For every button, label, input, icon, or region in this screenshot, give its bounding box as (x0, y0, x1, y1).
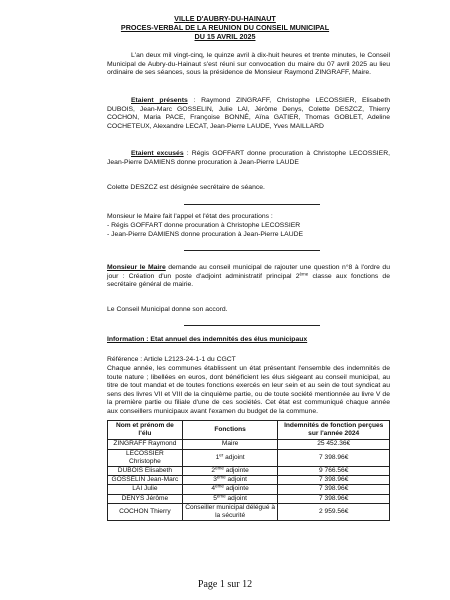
elu-function: Conseiller municipal délégué à la sécurité (182, 503, 278, 520)
secretary-line: Colette DESZCZ est désignée secrétaire de séance. (107, 184, 265, 191)
intro-paragraph: L'an deux mil vingt-cinq, le quinze avril à dix-huit heures et trente minutes, le Conseil Municipal de Aubry-du-Hainaut s'est réuni sur convocation du maire du 07 avril 2025 au lieu ordinaire de ses séances, sous la présidence de Monsieur Raymond ZINGRAFF, Maire. (107, 52, 390, 77)
elu-name: GOSSELIN Jean-Marc (108, 476, 183, 485)
presents-paragraph (107, 97, 390, 131)
header-amount: Indemnités de fonction perçues sur l'année 2024 (278, 421, 390, 440)
question-text-end: classe aux fonctions de secrétaire général de mairie. (107, 272, 390, 289)
reference-line: Référence : Article L2123-24-1-1 du CGCT (107, 356, 236, 363)
superscript: ème (299, 271, 309, 277)
header-function: Fonctions (182, 421, 278, 440)
document-title: PROCES-VERBAL DE LA REUNION DU CONSEIL MUNICIPAL (120, 23, 330, 32)
elu-function: 3ème adjoint (182, 476, 278, 485)
elu-name: LECOSSIER Christophe (108, 449, 183, 466)
excuses-paragraph (107, 150, 390, 167)
elu-name: DENYS Jérôme (108, 494, 183, 503)
information-body: Chaque année, les communes établissent un état présentant l'ensemble des indemnités de toute nature ; libellées en euros, dont bénéficient les élus siégeant au conseil municipal, au titre de tout mandat et de toutes fonctions exercés en leur sein et au sein de tout syndicat au sens des livres VII et VIII de la cinquième partie, ou de toute société mentionnée au livre V de la première partie ou filiale d'une de ces sociétés. Cet état est communiqué chaque année aux conseillers municipaux avant l'examen du budget de la commune. (107, 365, 390, 415)
question-text: demande au conseil municipal de rajouter une question n°8 à l'ordre du jour : Création d'un poste d'adjoint administratif principal 2 (107, 264, 390, 280)
elu-amount: 7 398.96€ (278, 449, 390, 466)
elu-name: COCHON Thierry (108, 503, 183, 520)
question-paragraph (107, 264, 390, 290)
separator-line (184, 250, 320, 251)
table-row (108, 476, 390, 485)
elu-amount: 7 398.96€ (278, 494, 390, 503)
information-heading: Information : Etat annuel des indemnités des élus municipaux (107, 336, 308, 343)
table-row (108, 494, 390, 503)
roll-call-line-3: - Jean-Pierre DAMIENS donne procuration à Jean-Pierre LAUDE (107, 231, 304, 238)
roll-call-line-2: - Régis GOFFART donne procuration à Christophe LECOSSIER (107, 222, 301, 229)
excuses-label: Etaient excusés (131, 150, 184, 157)
agreement-line: Le Conseil Municipal donne son accord. (107, 306, 228, 313)
header-name: Nom et prénom de l'élu (108, 421, 183, 440)
elu-function: 2ème adjointe (182, 467, 278, 476)
town-name: VILLE D'AUBRY-DU-HAINAUT (174, 14, 276, 23)
separator-line (184, 325, 320, 326)
elu-name: DUBOIS Elisabeth (108, 467, 183, 476)
table-row (108, 485, 390, 494)
elu-function: 5ème adjoint (182, 494, 278, 503)
question-label: Monsieur le Maire (107, 264, 166, 271)
elu-function: 4ème adjointe (182, 485, 278, 494)
roll-call-line-1: Monsieur le Maire fait l'appel et l'état des procurations : (107, 213, 273, 220)
table-row (108, 503, 390, 520)
meeting-date: DU 15 AVRIL 2025 (194, 32, 256, 41)
table-header-row (108, 421, 390, 440)
table-row (108, 440, 390, 449)
page-number: Page 1 sur 12 (197, 579, 253, 590)
elu-function: Maire (182, 440, 278, 449)
excuses-list: : Régis GOFFART donne procuration à Christophe LECOSSIER, Jean-Pierre DAMIENS donne procuration à Jean-Pierre LAUDE (107, 150, 390, 166)
elu-name: ZINGRAFF Raymond (108, 440, 183, 449)
presents-label: Etaient présents (131, 97, 188, 104)
elu-function: 1er adjoint (182, 449, 278, 466)
elu-amount: 7 398.96€ (278, 476, 390, 485)
presents-list: : Raymond ZINGRAFF, Christophe LECOSSIER, Elisabeth DUBOIS, Jean-Marc GOSSELIN, Julie LAI, Jérôme Denys, Colette DESZCZ, Thierry COCHON, Maria PACE, Françoise BONNÉ, Aïna GATIER, Thomas GOBLET, Adeline COCHETEUX, Alexandre LECAT, Jean-Pierre LAUDE, Yves MAILLARD (107, 97, 390, 130)
elu-amount: 25 452.36€ (278, 440, 390, 449)
elu-amount: 7 398.96€ (278, 485, 390, 494)
elu-name: LAI Julie (108, 485, 183, 494)
indemnities-table (107, 420, 390, 521)
table-row (108, 449, 390, 466)
elu-amount: 2 959.56€ (278, 503, 390, 520)
elu-amount: 9 766.56€ (278, 467, 390, 476)
table-row (108, 467, 390, 476)
separator-line (184, 204, 320, 205)
